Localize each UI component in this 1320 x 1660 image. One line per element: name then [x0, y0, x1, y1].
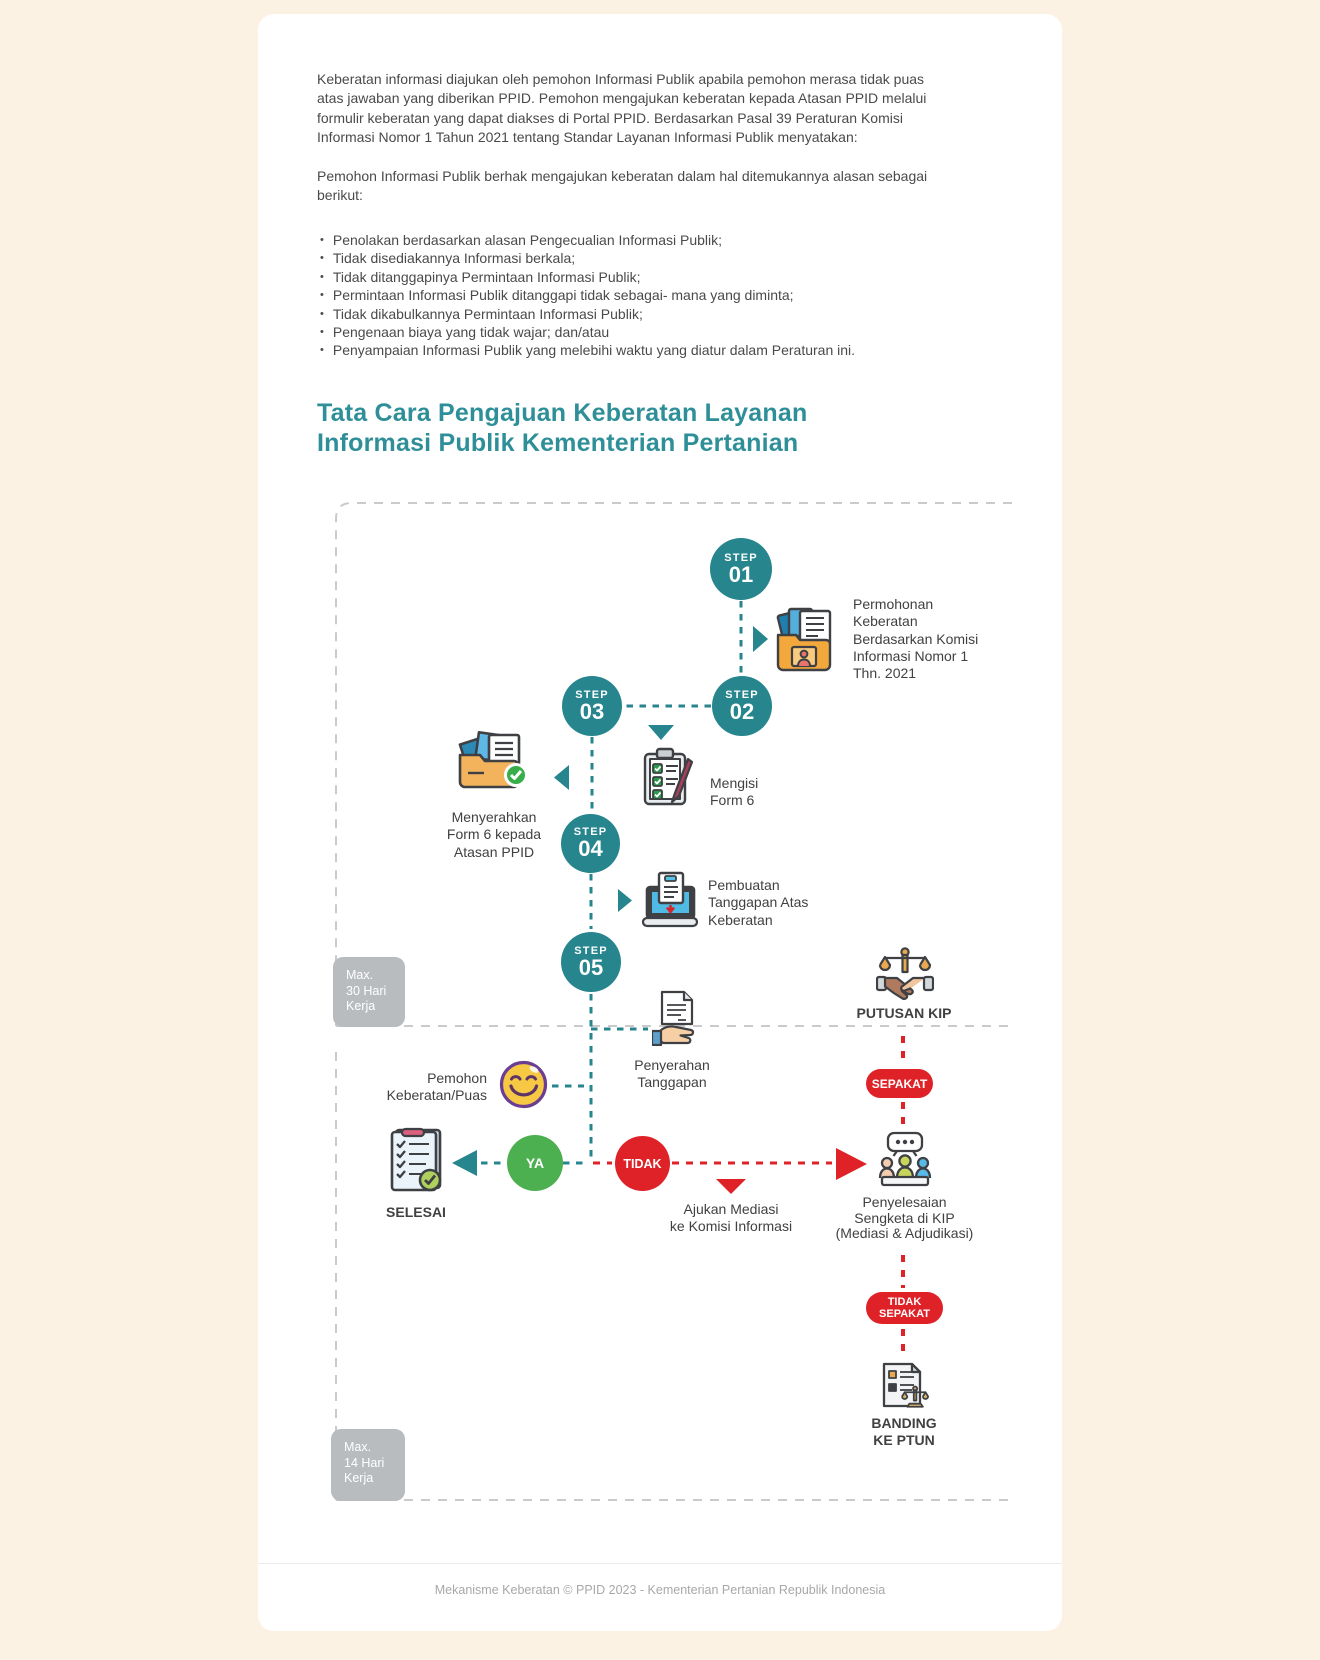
label-line: Sengketa di KIP [854, 1209, 955, 1226]
folder-profile-document-icon [775, 606, 835, 673]
label-line: Menyerahkan [451, 809, 537, 825]
badge-line: Kerja [344, 1471, 374, 1485]
badge-max-30-hari [333, 957, 405, 1027]
folder-documents-check-icon [455, 730, 533, 800]
label-line: Informasi Nomor 1 [853, 647, 969, 664]
pill-sepakat [866, 1069, 933, 1098]
intro-paragraph-1 [317, 70, 926, 147]
smiley-face-icon [498, 1059, 549, 1110]
label-pembuatan-tanggapan [708, 877, 808, 929]
list-item: • Tidak dikabulkannya Permintaan Informasi Publik; [320, 305, 855, 323]
scales-handshake-icon [876, 947, 934, 1002]
step-word: STEP [724, 551, 758, 564]
laptop-document-icon [642, 871, 698, 929]
reason-list [320, 231, 855, 360]
list-item: • Penolakan berdasarkan alasan Pengecualian Informasi Publik; [320, 231, 855, 249]
pill-sepakat-label: SEPAKAT [871, 1076, 928, 1091]
step-circle-03 [562, 676, 622, 736]
pill-tidak-sepakat-line: SEPAKAT [879, 1308, 930, 1320]
badge-line: 30 Hari [346, 983, 387, 998]
step-number: 05 [578, 954, 604, 980]
label-line: Atasan PPID [453, 843, 535, 860]
intro-line: Keberatan informasi diajukan oleh pemohon Informasi Publik apabila pemohon merasa tidak puas [317, 71, 925, 87]
label-line: KE PTUN [873, 1432, 935, 1449]
label-menyerahkan-form6 [424, 809, 564, 861]
step-word: STEP [575, 688, 609, 701]
step-number: 03 [579, 698, 605, 724]
label-line: SELESAI [386, 1204, 446, 1220]
pill-tidak-sepakat-line: TIDAK [887, 1295, 922, 1308]
decision-ya [507, 1135, 563, 1191]
list-item: • Pengenaan biaya yang tidak wajar; dan/atau [320, 323, 855, 341]
checklist-complete-icon [389, 1127, 445, 1195]
label-line: Ajukan Mediasi [683, 1201, 779, 1217]
label-line: Permohonan [853, 596, 934, 612]
label-line: Penyelesaian [862, 1194, 947, 1210]
step-number: 01 [728, 561, 754, 587]
label-line: Berdasarkan Komisi [853, 630, 979, 647]
label-line: Keberatan/Puas [386, 1087, 487, 1104]
intro-line: Informasi Nomor 1 Tahun 2021 tentang Standar Layanan Informasi Publik menyatakan: [317, 128, 858, 145]
step-circle-01 [710, 538, 772, 600]
intro-line: Pemohon Informasi Publik berhak mengajukan keberatan dalam hal ditemukannya alasan sebagai [317, 168, 928, 184]
list-item: • Tidak disediakannya Informasi berkala; [320, 249, 855, 267]
step-circle-04 [561, 814, 620, 873]
label-banding-ke-ptun [854, 1415, 954, 1450]
label-line: Form 6 [710, 792, 755, 809]
label-line: ke Komisi Informasi [669, 1218, 793, 1235]
footer-credit: Mekanisme Keberatan © PPID 2023 - Kementerian Pertanian Republik Indonesia [434, 1583, 886, 1597]
list-item: • Tidak ditanggapinya Permintaan Informasi Publik; [320, 268, 855, 286]
label-penyerahan-tanggapan [612, 1057, 732, 1092]
label-putusan-kip [844, 1005, 964, 1022]
intro-paragraph-2 [317, 167, 927, 206]
badge-max-14-hari [331, 1429, 405, 1501]
label-pemohon-puas [337, 1070, 487, 1105]
step-number: 02 [729, 698, 755, 724]
badge-line: Max. [344, 1440, 372, 1454]
page-title-line: Tata Cara Pengajuan Keberatan Layanan [317, 399, 808, 427]
badge-line: Kerja [346, 999, 376, 1013]
label-mengisi-form6 [710, 775, 758, 810]
intro-line: atas jawaban yang diberikan PPID. Pemohon mengajukan keberatan kepada Atasan PPID melalui [317, 90, 927, 107]
label-line: Tanggapan Atas [708, 894, 809, 911]
label-line: Pembuatan [708, 877, 780, 893]
label-line: (Mediasi & Adjudikasi) [835, 1225, 974, 1241]
page-title [317, 398, 807, 458]
list-item: • Permintaan Informasi Publik ditanggapi tidak sebagai- mana yang diminta; [320, 286, 855, 304]
label-penyelesaian-sengketa [834, 1195, 975, 1242]
checklist-pencil-icon [642, 747, 694, 808]
decision-tidak-label: TIDAK [623, 1156, 662, 1171]
label-line: Mengisi [710, 775, 759, 791]
label-ajukan-mediasi [665, 1201, 797, 1236]
label-selesai [376, 1204, 456, 1221]
intro-line: berikut: [317, 187, 363, 204]
step-circle-05 [561, 932, 621, 992]
badge-line: 14 Hari [344, 1455, 385, 1470]
label-line: Tanggapan [637, 1074, 707, 1091]
meeting-discussion-icon [877, 1131, 933, 1189]
label-permohonan-keberatan [853, 596, 993, 682]
label-line: Keberatan [708, 911, 773, 928]
label-line: BANDING [871, 1415, 937, 1431]
intro-line: formulir keberatan yang dapat diakses di Portal PPID. Berdasarkan Pasal 39 Peraturan Komisi [317, 109, 903, 126]
decision-ya-label: YA [525, 1155, 545, 1171]
label-line: Pemohon [427, 1070, 487, 1086]
label-line: PUTUSAN KIP [856, 1005, 952, 1021]
label-line: Penyerahan [634, 1057, 710, 1073]
decision-tidak [615, 1136, 670, 1191]
step-word: STEP [573, 826, 608, 838]
step-word: STEP [574, 944, 608, 957]
pill-tidak-sepakat [866, 1292, 943, 1324]
legal-document-scales-icon [876, 1356, 930, 1412]
badge-line: Max. [346, 968, 374, 982]
footer-divider [258, 1563, 1062, 1564]
step-circle-02 [712, 676, 772, 736]
hand-document-icon [652, 990, 698, 1046]
label-line: Form 6 kepada [446, 826, 542, 843]
step-number: 04 [578, 836, 603, 861]
step-word: STEP [725, 688, 759, 701]
label-line: Thn. 2021 [853, 665, 917, 682]
label-line: Keberatan [853, 613, 918, 630]
page-title-line: Informasi Publik Kementerian Pertanian [317, 429, 799, 457]
list-item: • Penyampaian Informasi Publik yang melebihi waktu yang diatur dalam Peraturan ini. [320, 341, 855, 359]
